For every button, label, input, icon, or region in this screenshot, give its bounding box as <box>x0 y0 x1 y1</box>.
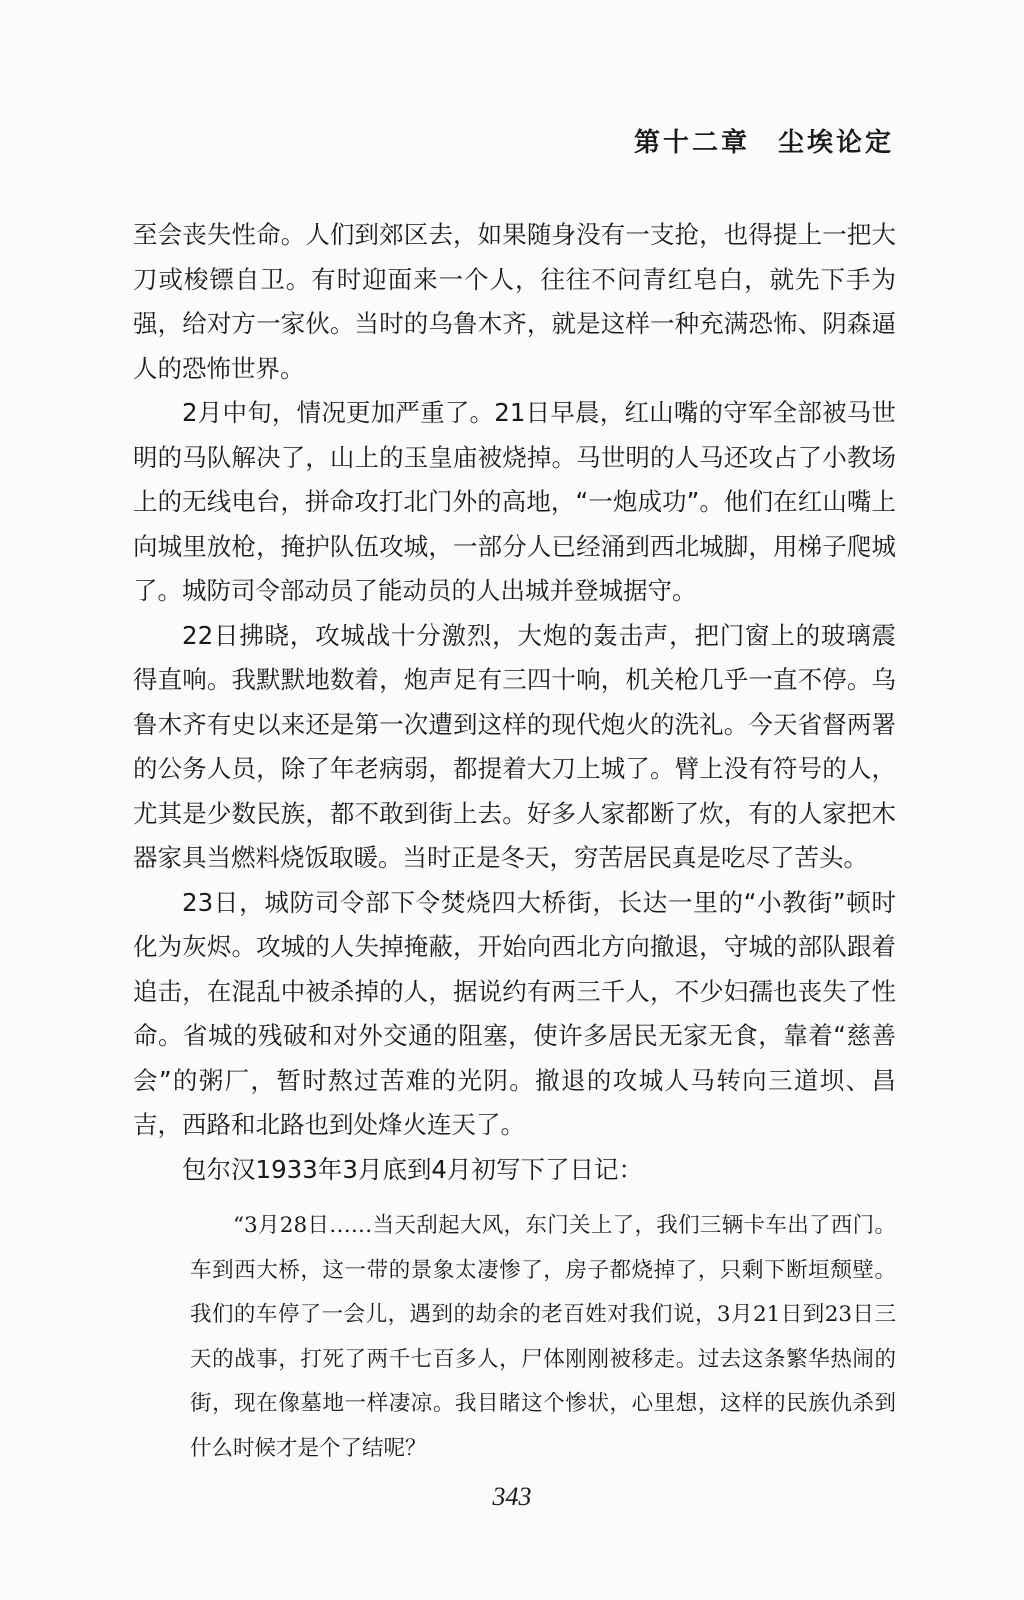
paragraph: 23日，城防司令部下令焚烧四大桥街，长达一里的“小教街”顿时化为灰烬。攻城的人失掉掩蔽，开始向西北方向撤退，守城的部队跟着追击，在混乱中被杀掉的人，据说约有两三千人，不少妇孺也丧失了性命。省城的残破和对外交通的阻塞，使许多居民无家无食，靠着“慈善会”的粥厂，暂时熬过苦难的光阴。撤退的攻城人马转向三道坝、昌吉，西路和北路也到处烽火连天了。 <box>133 887 896 1139</box>
diary-quote-text: “3月28日……当天刮起大风，东门关上了，我们三辆卡车出了西门。车到西大桥，这一带的景象太凄惨了，房子都烧掉了，只剩下断垣颓壁。我们的车停了一会儿，遇到的劫余的老百姓对我们说，3月21日到23日三天的战事，打死了两千七百多人，尸体刚刚被移走。过去这条繁华热闹的街，现在像墓地一样凄凉。我目睹这个惨状，心里想，这样的民族仇杀到什么时候才是个了结呢？ <box>190 1213 896 1461</box>
paragraph-continued: 至会丧失性命。人们到郊区去，如果随身没有一支抢，也得提上一把大刀或梭镖自卫。有时迎面来一个人，往往不问青红皂白，就先下手为强，给对方一家伙。当时的乌鲁木齐，就是这样一种充满恐怖、阴森逼人的恐怖世界。 <box>133 220 896 383</box>
body-text <box>133 213 896 1192</box>
chapter-number: 第十二章 <box>633 128 750 158</box>
paragraph: 22日拂晓，攻城战十分激烈，大炮的轰击声，把门窗上的玻璃震得直响。我默默地数着，炮声足有三四十响，机关枪几乎一直不停。乌鲁木齐有史以来还是第一次遭到这样的现代炮火的洗礼。今天省督两署的公务人员，除了年老病弱，都提着大刀上城了。臂上没有符号的人，尤其是少数民族，都不敢到街上去。好多人家都断了炊，有的人家把木器家具当燃料烧饭取暖。当时正是冬天，穷苦居民真是吃尽了苦头。 <box>133 620 896 872</box>
paragraph: 2月中旬，情况更加严重了。21日早晨，红山嘴的守军全部被马世明的马队解决了，山上的玉皇庙被烧掉。马世明的人马还攻占了小教场上的无线电台，拼命攻打北门外的高地，“一炮成功”。他们在红山嘴上向城里放枪，掩护队伍攻城，一部分人已经涌到西北城脚，用梯子爬城了。城防司令部动员了能动员的人出城并登城据守。 <box>133 398 896 605</box>
chapter-title: 尘埃论定 <box>777 128 894 158</box>
page-number: 343 <box>492 1482 532 1511</box>
diary-quote <box>190 1204 896 1471</box>
paragraph-diary-intro: 包尔汉1933年3月底到4月初写下了日记： <box>182 1154 644 1184</box>
running-header <box>634 122 894 159</box>
